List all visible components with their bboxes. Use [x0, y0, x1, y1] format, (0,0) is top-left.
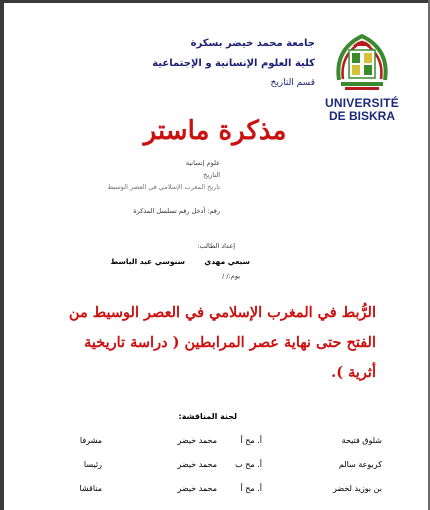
- committee-member-institution: محمد خيضر: [177, 484, 217, 493]
- university-logo: [322, 32, 402, 122]
- university-emblem-icon: [333, 32, 391, 94]
- page-frame-left: [0, 0, 4, 510]
- logo-text-line2: DE BISKRA: [328, 109, 395, 123]
- student-name-1: سبعي مهدي: [204, 257, 250, 266]
- committee-member-rank: أ. مح أ: [240, 484, 262, 493]
- committee-member-name: شلوق فتيحة: [341, 436, 382, 445]
- committee-member-role: مشرفا: [79, 436, 102, 445]
- department-name: قسم التاريخ: [270, 78, 315, 88]
- logo-text-line1: UNIVERSITÉ: [324, 96, 399, 110]
- committee-member-institution: محمد خيضر: [177, 460, 217, 469]
- university-name: جامعة محمد خيضر بسكرة: [190, 38, 315, 49]
- committee-member-role: رئيسا: [83, 460, 102, 469]
- memo-title: مذكرة ماستر: [143, 116, 287, 146]
- thesis-title: الرُّبط في المغرب الإسلامي في العصر الوسيط من الفتح حتى نهاية عصر المرابطين ( دراسة تاريخية أثرية ).: [68, 304, 376, 381]
- page-frame-top: [0, 0, 430, 3]
- committee-member-rank: أ. مح أ: [240, 436, 262, 445]
- committee-member-name: كربوعة سالم: [338, 460, 382, 469]
- faculty-name: كلية العلوم الإنسانية و الإجتماعية: [152, 58, 315, 69]
- committee-member-name: بن بوزيد لخضر: [332, 484, 382, 493]
- committee-member-role: مناقشا: [79, 484, 102, 493]
- committee-member-rank: أ. مح ب: [235, 460, 262, 469]
- committee-member-institution: محمد خيضر: [177, 436, 217, 445]
- prepared-by-label: إعداد الطالب:: [197, 242, 235, 250]
- committee-label: لجنة المناقشة:: [178, 412, 237, 421]
- field-label: علوم إنسانية: [185, 159, 220, 167]
- serial-number-label: رقم: أدخل رقم تسلسل المذكرة: [133, 207, 220, 215]
- defense-day-label: يوم:/ /: [222, 272, 240, 280]
- branch-label: التاريخ: [203, 171, 220, 179]
- specialty-label: تاريخ المغرب الإسلامي في العصر الوسيط: [107, 183, 220, 191]
- student-name-2: سنوسي عبد الباسط: [110, 257, 185, 266]
